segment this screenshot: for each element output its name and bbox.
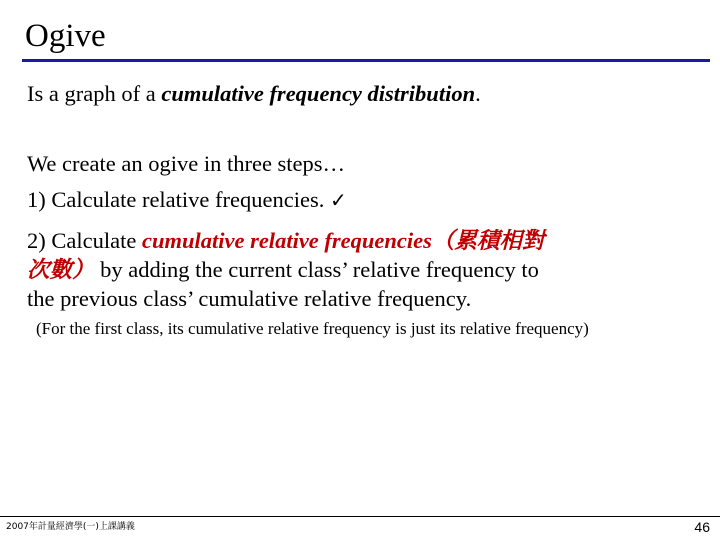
title-underline	[22, 59, 710, 62]
intro-emphasis: cumulative frequency distribution	[161, 81, 476, 106]
step-2-text-line-2: by adding the current class’ relative frequency to	[94, 257, 539, 282]
checkmark-icon: ✓	[329, 188, 347, 212]
footer-text: 2007年計量經濟學(一)上課講義	[6, 522, 135, 532]
steps-heading: We create an ogive in three steps…	[27, 151, 346, 176]
step-2-emphasis: cumulative relative frequencies（累積相對	[141, 228, 545, 253]
slide-title: Ogive	[25, 18, 106, 54]
footer-divider	[0, 516, 720, 517]
step-1-text: 1) Calculate relative frequencies.	[27, 187, 330, 212]
step-1-line	[27, 186, 347, 214]
step-2-emphasis-cont: 次數）	[27, 257, 95, 282]
step-2-line-3: the previous class’ cumulative relative frequency.	[27, 286, 472, 311]
step-2-line-2	[27, 256, 539, 284]
intro-suffix: .	[475, 81, 481, 106]
intro-prefix: Is a graph of a	[27, 81, 162, 106]
step-2-prefix: 2) Calculate	[27, 228, 142, 253]
page-number: 46	[694, 519, 710, 535]
intro-line	[27, 80, 481, 108]
step-2-line-1	[27, 227, 544, 255]
first-class-note: (For the first class, its cumulative relative frequency is just its relative frequency)	[36, 319, 589, 338]
